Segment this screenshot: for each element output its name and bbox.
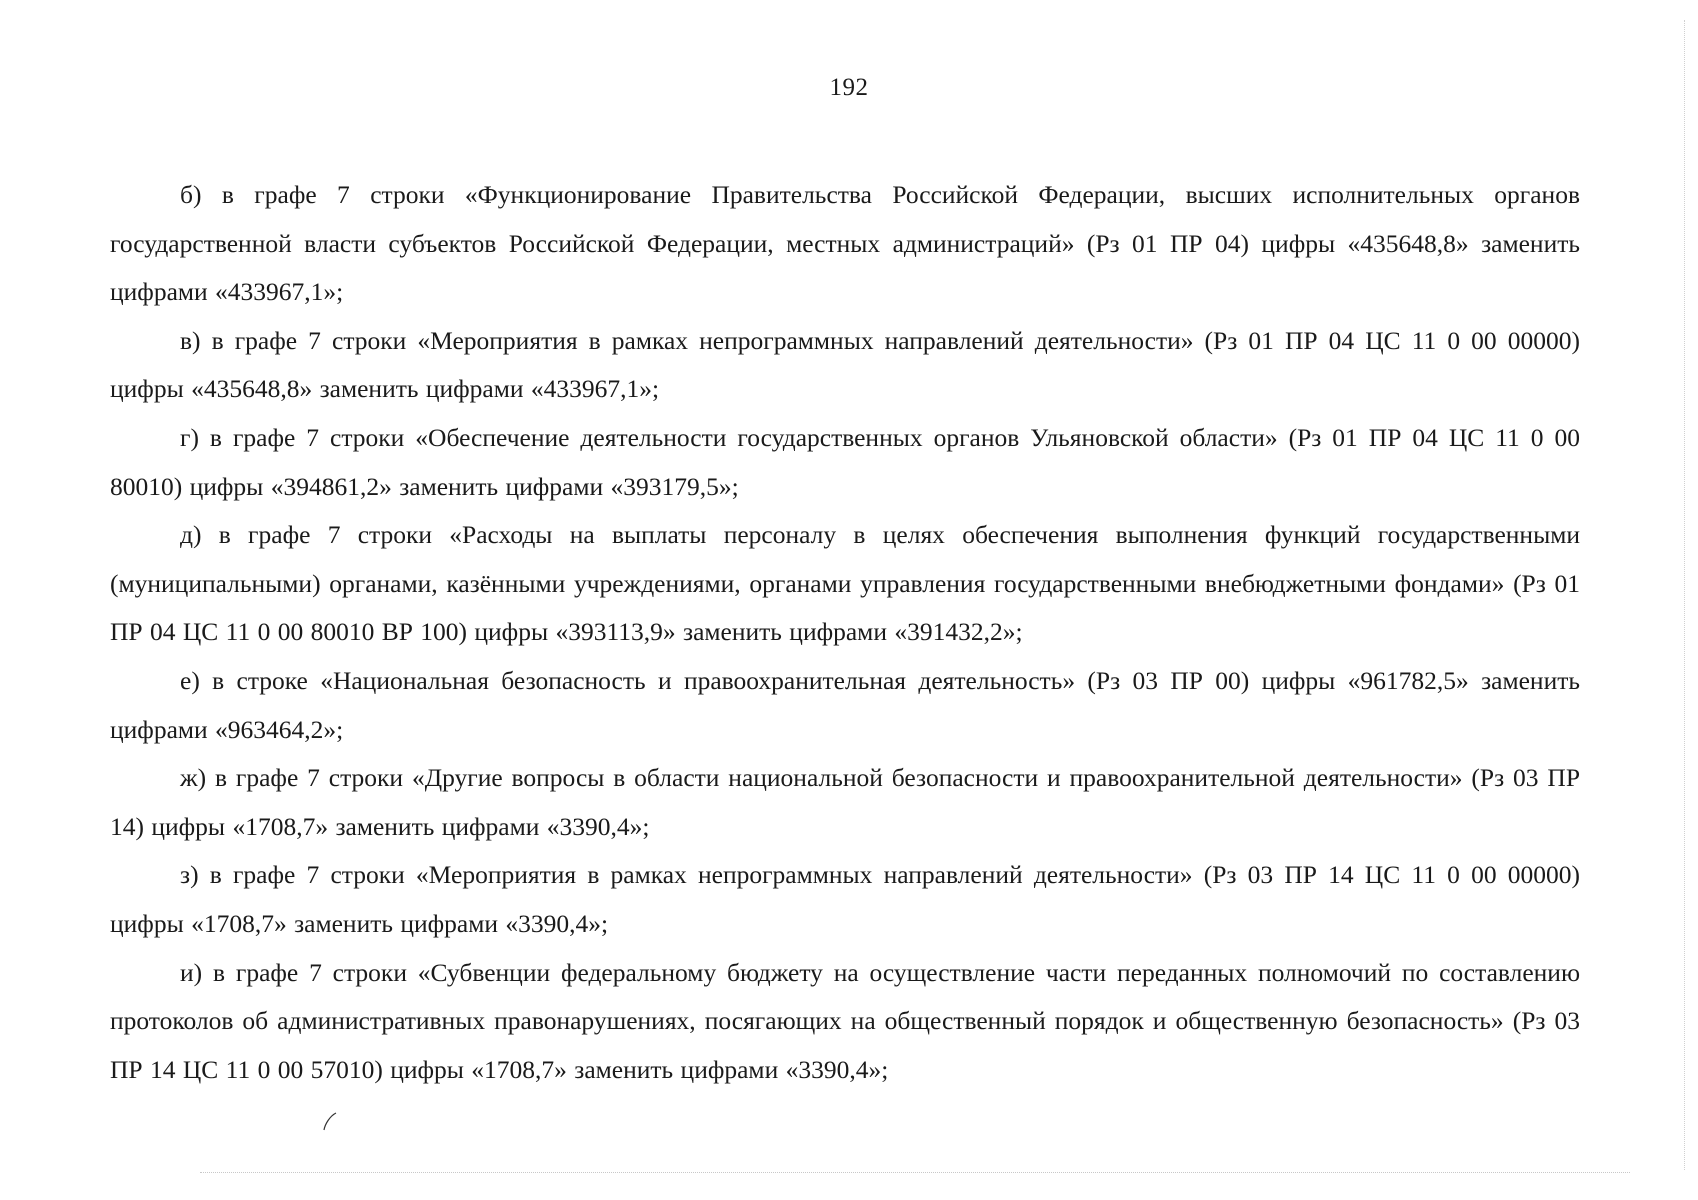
scan-edge-line bbox=[1684, 20, 1685, 1170]
paragraph-i: и) в графе 7 строки «Субвенции федеральному бюджету на осуществление части переданных полномочий по составлению протоколов об административных правонарушениях, посягающих на общественный порядок и общественную безопасность» (Рз 03 ПР 14 ЦС 11 0 00 57010) цифры «1708,7» заменить цифрами «3390,4»; bbox=[110, 957, 1580, 1084]
paragraph-v: в) в графе 7 строки «Мероприятия в рамках непрограммных направлений деятельности» (Рз 01 ПР 04 ЦС 11 0 00 00000) цифры «435648,8» заменить цифрами «433967,1»; bbox=[110, 325, 1580, 404]
paragraph-zh: ж) в графе 7 строки «Другие вопросы в области национальной безопасности и правоохранительной деятельности» (Рз 03 ПР 14) цифры «1708,7» заменить цифрами «3390,4»; bbox=[110, 763, 1580, 841]
page-number: 192 bbox=[829, 74, 869, 101]
paragraph-g: г) в графе 7 строки «Обеспечение деятельности государственных органов Ульяновской области» (Рз 01 ПР 04 ЦС 11 0 00 80010) цифры «394861,2» заменить цифрами «393179,5»; bbox=[110, 422, 1580, 501]
paragraph-e: е) в строке «Национальная безопасность и правоохранительная деятельность» (Рз 03 ПР 00) цифры «961782,5» заменить цифрами «963464,2»; bbox=[110, 665, 1580, 744]
paragraph-d: д) в графе 7 строки «Расходы на выплаты персоналу в целях обеспечения выполнения функций государственными (муниципальными) органами, казёнными учреждениями, органами управления государственными внебюджетными фондами» (Рз 01 ПР 04 ЦС 11 0 00 80010 ВР 100) цифры «393113,9» заменить цифрами «391432,2»; bbox=[110, 520, 1580, 647]
scan-artifact-line bbox=[200, 1172, 1630, 1173]
document-body bbox=[110, 171, 1580, 1094]
paragraph-b: б) в графе 7 строки «Функционирование Правительства Российской Федерации, высших исполнительных органов государственной власти субъектов Российской Федерации, местных администраций» (Рз 01 ПР 04) цифры «435648,8» заменить цифрами «433967,1»; bbox=[110, 180, 1580, 307]
pen-stroke-mark bbox=[322, 1110, 338, 1132]
paragraph-z: з) в графе 7 строки «Мероприятия в рамках непрограммных направлений деятельности» (Рз 03 ПР 14 ЦС 11 0 00 00000) цифры «1708,7» заменить цифрами «3390,4»; bbox=[110, 860, 1580, 938]
